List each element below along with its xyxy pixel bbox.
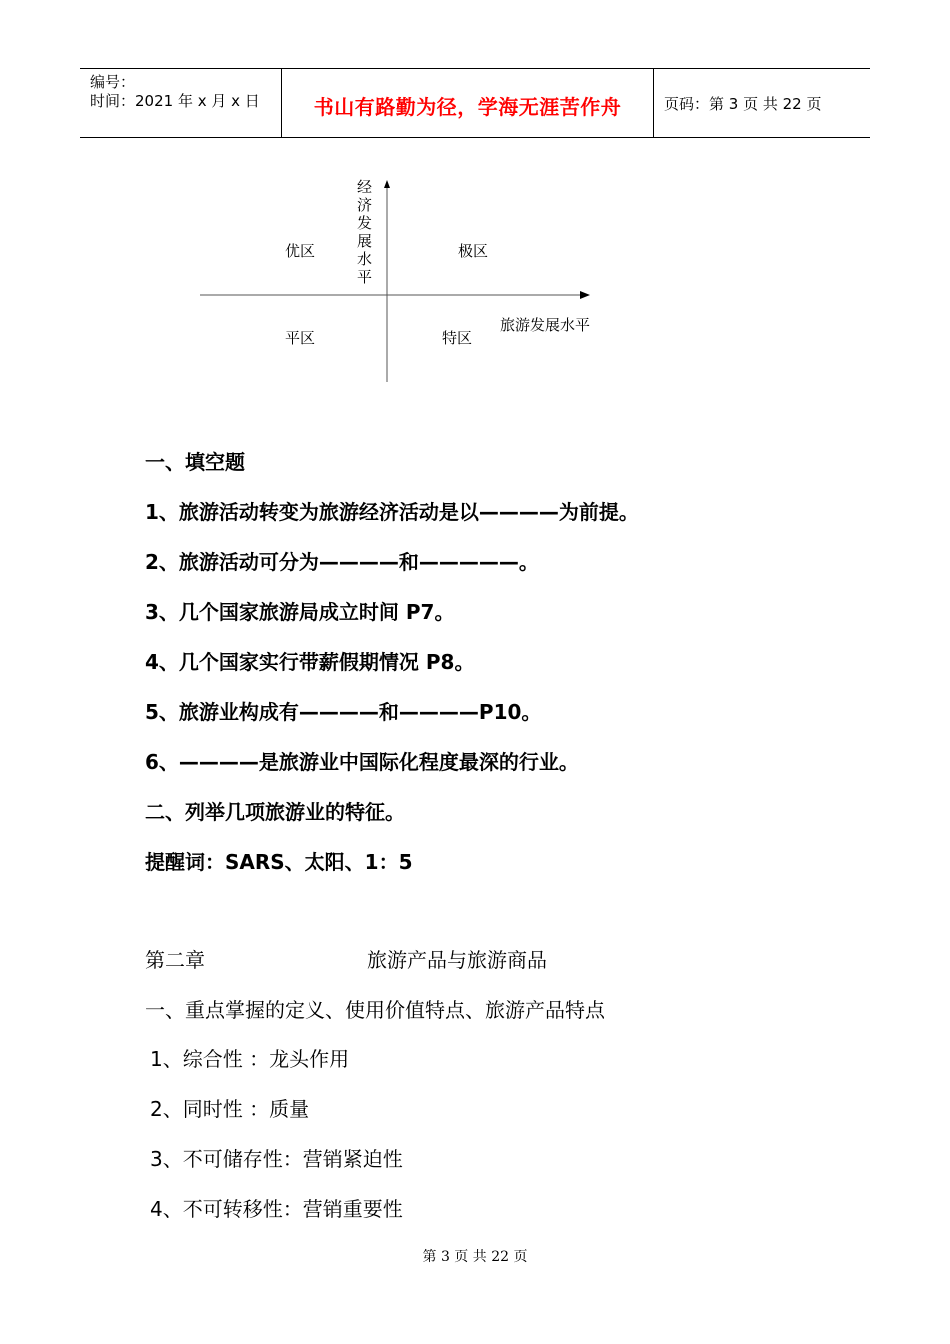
question-3: 3、几个国家旅游局成立时间 P7。: [145, 600, 455, 624]
focus-line: 一、重点掌握的定义、使用价值特点、旅游产品特点: [145, 998, 605, 1022]
quadrant-diagram: [190, 170, 610, 390]
motto: 书山有路勤为径，学海无涯苦作舟: [313, 95, 622, 119]
quadrant-top-right: 极区: [458, 242, 489, 260]
question-5: 5、旅游业构成有————和————P10。: [145, 700, 542, 724]
page-footer: 第 3 页 共 22 页: [422, 1249, 528, 1265]
question-1: 1、旅游活动转变为旅游经济活动是以————为前提。: [145, 500, 639, 524]
quadrant-top-left: 优区: [285, 242, 316, 260]
feature-item-1: 1、综合性 ：龙头作用: [150, 1047, 350, 1071]
y-axis-label: 经济发展水平: [357, 178, 373, 286]
section2-title: 二、列举几项旅游业的特征。: [145, 800, 405, 824]
question-6: 6、————是旅游业中国际化程度最深的行业。: [145, 750, 579, 774]
hint-line: 提醒词：SARS、太阳、1：5: [145, 850, 413, 874]
feature-item-3: 3、不可储存性：营销紧迫性: [150, 1147, 403, 1171]
x-arrow-icon: [580, 291, 590, 299]
feature-item-4: 4、不可转移性：营销重要性: [150, 1197, 403, 1221]
chapter-title: 旅游产品与旅游商品: [367, 948, 547, 972]
date-label: 时间：2021 年 x 月 x 日: [90, 92, 260, 110]
page-info: 页码：第 3 页 共 22 页: [664, 95, 822, 113]
axes: [190, 170, 610, 390]
question-2: 2、旅游活动可分为————和—————。: [145, 550, 539, 574]
question-4: 4、几个国家实行带薪假期情况 P8。: [145, 650, 475, 674]
section1-title: 一、填空题: [145, 450, 245, 474]
quadrant-bottom-left: 平区: [285, 329, 316, 347]
y-arrow-icon: [384, 180, 390, 188]
number-label: 编号：: [90, 73, 136, 91]
x-axis-label: 旅游发展水平: [500, 316, 591, 334]
quadrant-bottom-right: 特区: [442, 329, 473, 347]
feature-item-2: 2、同时性 ：质量: [150, 1097, 310, 1121]
header-meta-cell: [80, 69, 282, 137]
header-table: [80, 68, 870, 138]
chapter-number: 第二章: [145, 948, 205, 972]
header-motto-cell: [282, 69, 654, 137]
